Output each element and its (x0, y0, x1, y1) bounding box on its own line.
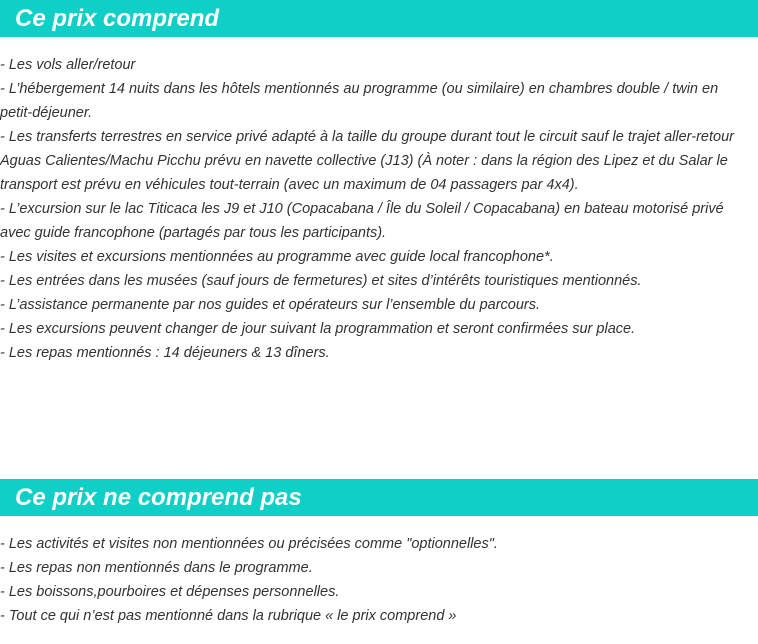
price-excludes-list (0, 532, 752, 628)
list-item: - Les boissons,pourboires et dépenses personnelles. (0, 584, 340, 600)
price-includes-list (0, 53, 752, 365)
list-item: - Les repas mentionnés : 14 déjeuners & 13 dîners. (0, 345, 330, 361)
list-item: - L’assistance permanente par nos guides et opérateurs sur l’ensemble du parcours. (0, 297, 541, 313)
list-item: - L’excursion sur le lac Titicaca les J9 et J10 (Copacabana / Île du Soleil / Copacabana) en bateau motorisé privé avec guide francophone (partagés par tous les participants). (0, 201, 724, 241)
list-item: - Les transferts terrestres en service privé adapté à la taille du groupe durant tout le circuit sauf le trajet aller-retour Aguas Calientes/Machu Picchu prévu en navette collective (J13) (À noter : dans la région des Lipez et du Salar le transport est prévu en véhicules tout-terrain (avec un maximum de 04 passagers par 4x4). (0, 129, 734, 193)
list-item: - Les vols aller/retour (0, 57, 136, 73)
list-item: - Les activités et visites non mentionnées ou précisées comme "optionnelles". (0, 536, 498, 552)
section-title-price-excludes: Ce prix ne comprend pas (0, 479, 758, 516)
list-item: - Les excursions peuvent changer de jour suivant la programmation et seront confirmées sur place. (0, 321, 636, 337)
list-item: - L’hébergement 14 nuits dans les hôtels mentionnés au programme (ou similaire) en chambres double / twin en petit-déjeuner. (0, 81, 719, 121)
section-title-price-includes: Ce prix comprend (0, 0, 758, 37)
list-item: - Les visites et excursions mentionnées au programme avec guide local francophone*. (0, 249, 554, 265)
list-item: - Tout ce qui n’est pas mentionné dans la rubrique « le prix comprend » (0, 608, 457, 624)
list-item: - Les repas non mentionnés dans le programme. (0, 560, 313, 576)
list-item: - Les entrées dans les musées (sauf jours de fermetures) et sites d’intérêts touristiques mentionnés. (0, 273, 642, 289)
